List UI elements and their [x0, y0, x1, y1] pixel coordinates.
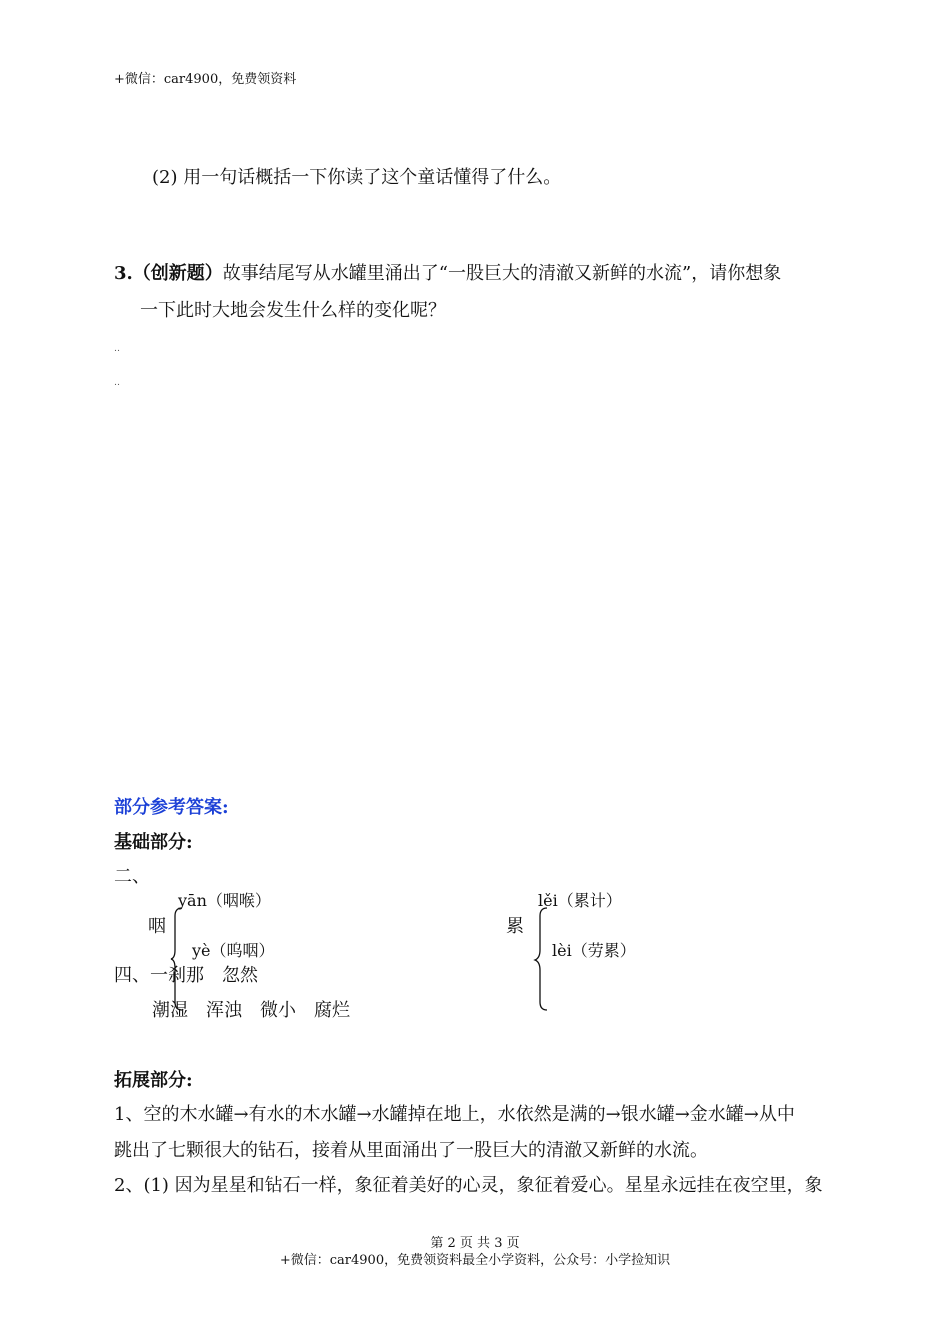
- char1-reading-2: yè（呜咽）: [192, 941, 275, 960]
- part-4-words-1: 一刹那 忽然: [150, 965, 258, 986]
- part-4-line-1: [114, 961, 258, 987]
- question-3-number: 3.: [114, 263, 133, 284]
- part-2-label: 二、: [114, 866, 150, 887]
- extension-answer-1-line-1: 1、空的木水罐→有水的木水罐→水罐掉在地上，水依然是满的→银水罐→金水罐→从中: [114, 1104, 795, 1125]
- char2-brace: [533, 906, 549, 1012]
- char2-reading-2: lèi（劳累）: [552, 941, 636, 960]
- answer-mark: ‥: [114, 344, 121, 354]
- extension-section-title: 拓展部分:: [114, 1070, 193, 1091]
- question-3-line-2: 一下此时大地会发生什么样的变化呢？: [140, 300, 446, 321]
- char2-character: 累: [506, 916, 524, 937]
- char1-character: 咽: [148, 916, 166, 937]
- char1-reading-1: yān（咽喉）: [178, 891, 271, 910]
- char2-reading-1: lěi（累计）: [538, 891, 622, 910]
- question-3-line-1: [114, 259, 781, 285]
- part-4-label: 四、: [114, 965, 150, 986]
- extension-answer-1-line-2: 跳出了七颗很大的钻石，接着从里面涌出了一股巨大的清澈又新鲜的水流。: [114, 1140, 708, 1161]
- answers-title: 部分参考答案:: [114, 797, 229, 818]
- extension-answer-2-line-1: 2、(1) 因为星星和钻石一样，象征着美好的心灵，象征着爱心。星星永远挂在夜空里，象: [114, 1175, 823, 1196]
- page-number: 第 2 页 共 3 页: [430, 1236, 520, 1251]
- question-2-sub-2: (2) 用一句话概括一下你读了这个童话懂得了什么。: [152, 167, 562, 188]
- page-footer: +微信：car4900，免费领资料最全小学资料，公众号：小学捡知识: [279, 1253, 671, 1268]
- page-header: +微信：car4900，免费领资料: [114, 72, 297, 87]
- question-3-tag: （创新题）: [132, 263, 223, 284]
- part-4-line-2: 潮湿 浑浊 微小 腐烂: [152, 1000, 350, 1021]
- basic-section-title: 基础部分:: [114, 832, 193, 853]
- question-3-text: 故事结尾写从水罐里涌出了“一股巨大的清澈又新鲜的水流”，请你想象: [222, 263, 782, 284]
- answer-mark: ‥: [114, 378, 121, 388]
